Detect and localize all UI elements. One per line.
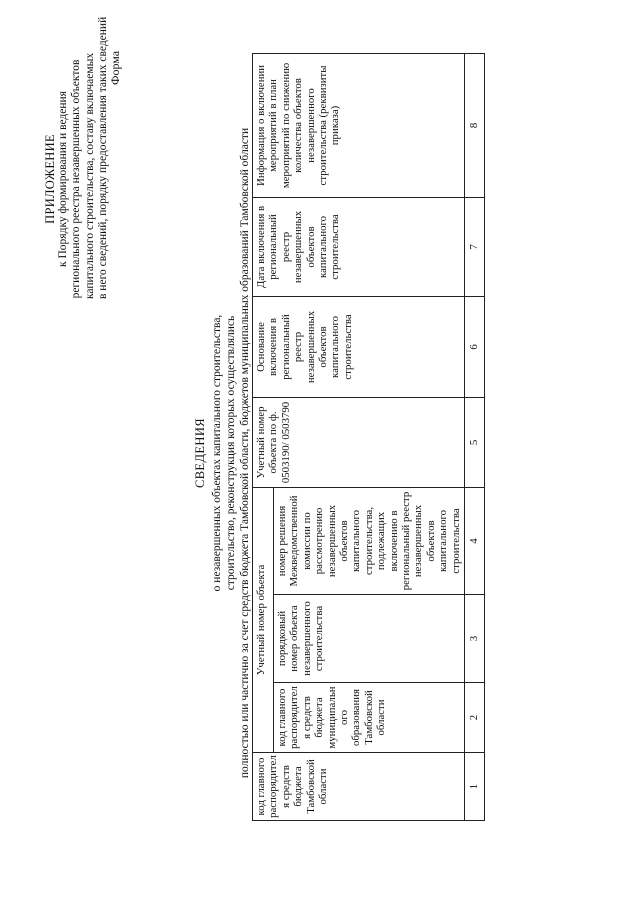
group-header: Учетный номер объекта xyxy=(253,487,274,752)
appendix-header xyxy=(43,16,110,299)
statement-subtitle-line: о незавершенных объектах капитального строительства, xyxy=(211,314,223,592)
column-number: 7 xyxy=(465,197,485,296)
column-header: код главного распорядителя средств бюджета муниципального образования Тамбовской области xyxy=(274,683,465,753)
appendix-line: в него сведений, порядку предоставления таких сведений xyxy=(96,16,109,299)
appendix-title: ПРИЛОЖЕНИЕ xyxy=(43,134,57,224)
column-header: порядковый номер объекта незавершенного строительства xyxy=(274,595,465,683)
table-header-row xyxy=(253,53,274,820)
column-number: 1 xyxy=(465,753,485,821)
column-header: Информация о включении мероприятий в план мероприятий по снижению количества объектов незавершенного строительства (реквизиты приказа) xyxy=(253,53,465,197)
column-header: Учетный номер объекта по ф. 0503190/ 0503790 xyxy=(253,397,465,487)
statement-subtitle-line: строительство, реконструкция которых осуществлялись xyxy=(225,315,237,591)
column-number: 5 xyxy=(465,397,485,487)
registry-table xyxy=(252,53,485,821)
column-number: 3 xyxy=(465,595,485,683)
column-number-row xyxy=(465,53,485,820)
column-number: 6 xyxy=(465,296,485,397)
column-header: Основание включения в региональный реестр незавершенных объектов капитального строительства xyxy=(253,296,465,397)
column-number: 4 xyxy=(465,487,485,594)
column-number: 8 xyxy=(465,53,485,197)
appendix-line: к Порядку формирования и ведения xyxy=(57,91,70,267)
appendix-line: капитального строительства, составу включаемых xyxy=(83,52,96,299)
statement-title: СВЕДЕНИЯ xyxy=(193,417,207,489)
column-header: номер решения Межведомственной комиссии по рассмотрению незавершенных объектов капитального строительства, подлежащих включению в региональный реестр незавершенных объектов капитального строительства xyxy=(274,487,465,594)
form-label: Форма xyxy=(108,50,122,85)
column-header: Дата включения в региональный реестр незавершенных объектов капитального строительства xyxy=(253,197,465,296)
appendix-line: регионального реестра незавершенных объектов xyxy=(70,59,83,299)
column-number: 2 xyxy=(465,683,485,753)
statement-subtitle-line: полностью или частично за счет средств бюджета Тамбовской области, бюджетов муниципальных образований Тамбовской области xyxy=(239,127,251,779)
column-header: код главного распорядителя средств бюджета Тамбовской области xyxy=(253,753,465,821)
